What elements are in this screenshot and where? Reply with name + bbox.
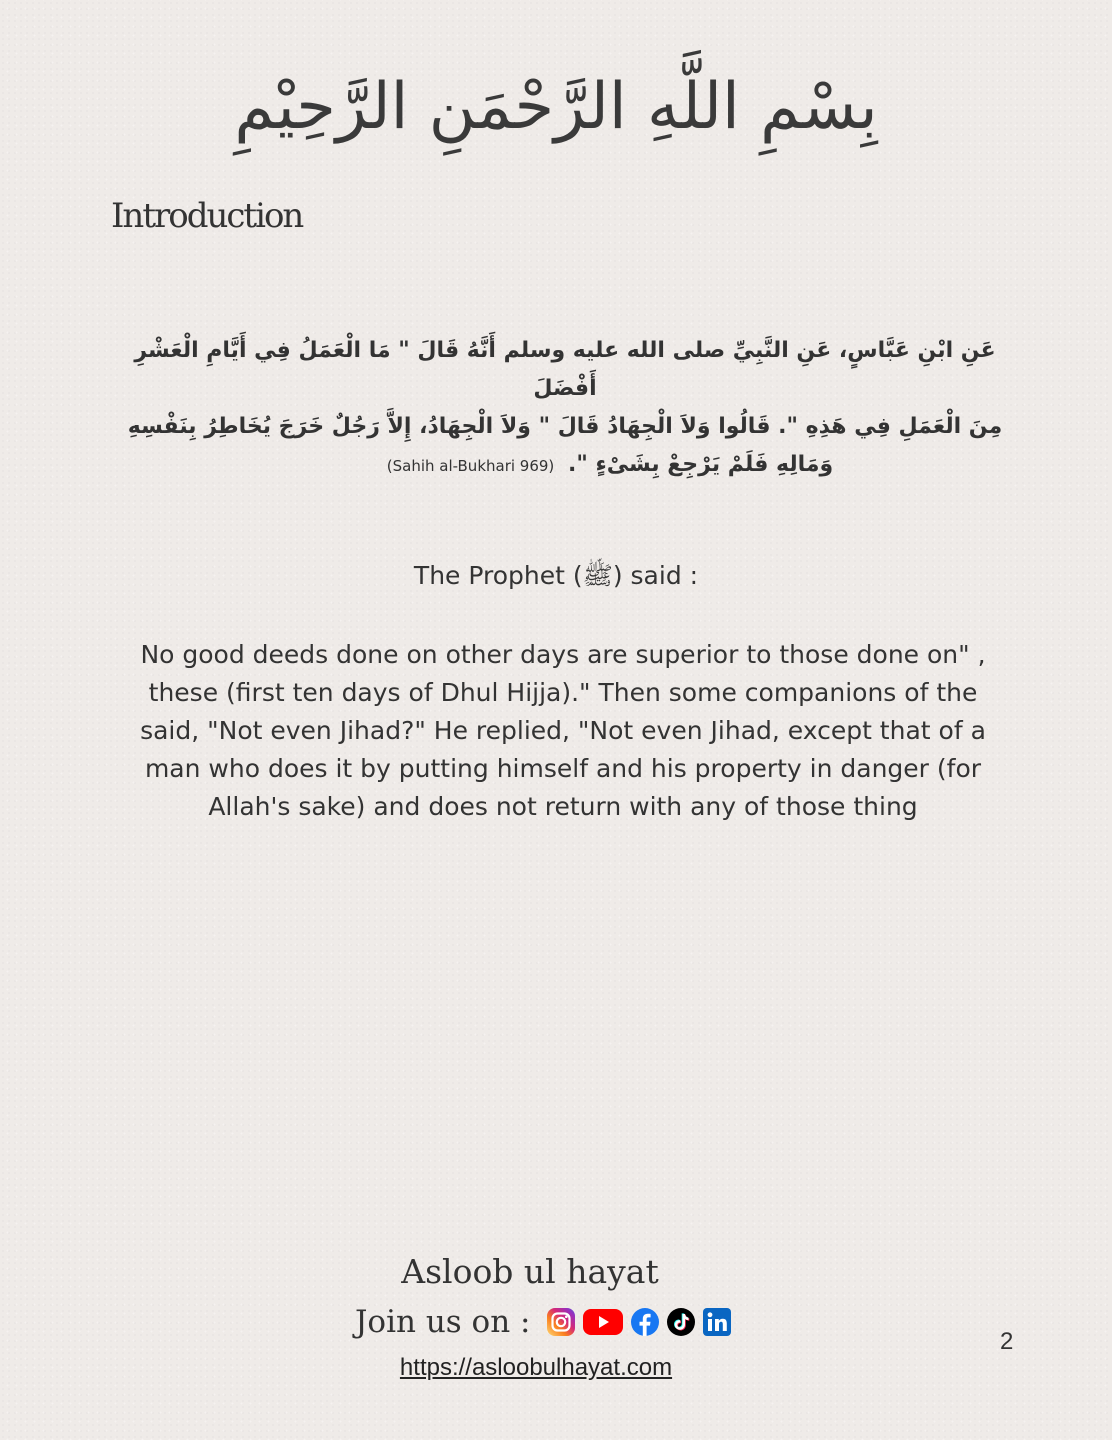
hadith-arabic-last-line	[110, 446, 1020, 485]
bismillah-heading: بِسْمِ اللَّهِ الرَّحْمَنِ الرَّحِيْمِ	[234, 70, 878, 144]
hadith-arabic-line: عَنِ ابْنِ عَبَّاسٍ، عَنِ النَّبِيِّ صلى الله عليه وسلم أَنَّهُ قَالَ " مَا الْعَمَلُ فِي أَيَّامِ الْعَشْرِ أَفْضَلَ	[134, 338, 996, 401]
brand-name: Asloob ul hayat	[401, 1252, 659, 1291]
prophet-said-line: The Prophet (ﷺ) said :	[413, 561, 699, 590]
hadith-arabic-text	[110, 332, 1020, 485]
hadith-reference: (Sahih al-Bukhari 969)	[386, 457, 555, 475]
translation-line: man who does it by putting himself and his property in danger (for	[144, 754, 982, 783]
translation-line: these (first ten days of Dhul Hijja)." Then some companions of the	[148, 678, 978, 707]
translation-line: Allah's sake) and does not return with any of those thing	[208, 792, 918, 821]
join-label: Join us on :	[355, 1304, 531, 1340]
hadith-arabic-line: وَمَالِهِ فَلَمْ يَرْجِعْ بِشَىْءٍ ".	[567, 452, 834, 477]
instagram-icon[interactable]	[546, 1307, 576, 1337]
hadith-arabic-line: مِنَ الْعَمَلِ فِي هَذِهِ ". قَالُوا وَلاَ الْجِهَادُ قَالَ " وَلاَ الْجِهَادُ، إِلاَّ رَجُلٌ خَرَجَ يُخَاطِرُ بِنَفْسِهِ	[127, 414, 1003, 439]
social-row	[355, 1300, 738, 1344]
translation-line: No good deeds done on other days are superior to those done on" ,	[140, 640, 986, 669]
facebook-icon[interactable]	[630, 1307, 660, 1337]
hadith-translation	[100, 636, 1026, 826]
page-number: 2	[1000, 1328, 1014, 1355]
section-heading: Introduction	[111, 196, 303, 236]
translation-line: said, "Not even Jihad?" He replied, "Not even Jihad, except that of a	[140, 716, 986, 745]
linkedin-icon[interactable]	[702, 1307, 732, 1337]
tiktok-icon[interactable]	[666, 1307, 696, 1337]
website-link[interactable]: https://asloobulhayat.com	[399, 1354, 673, 1381]
youtube-icon[interactable]	[582, 1307, 624, 1337]
